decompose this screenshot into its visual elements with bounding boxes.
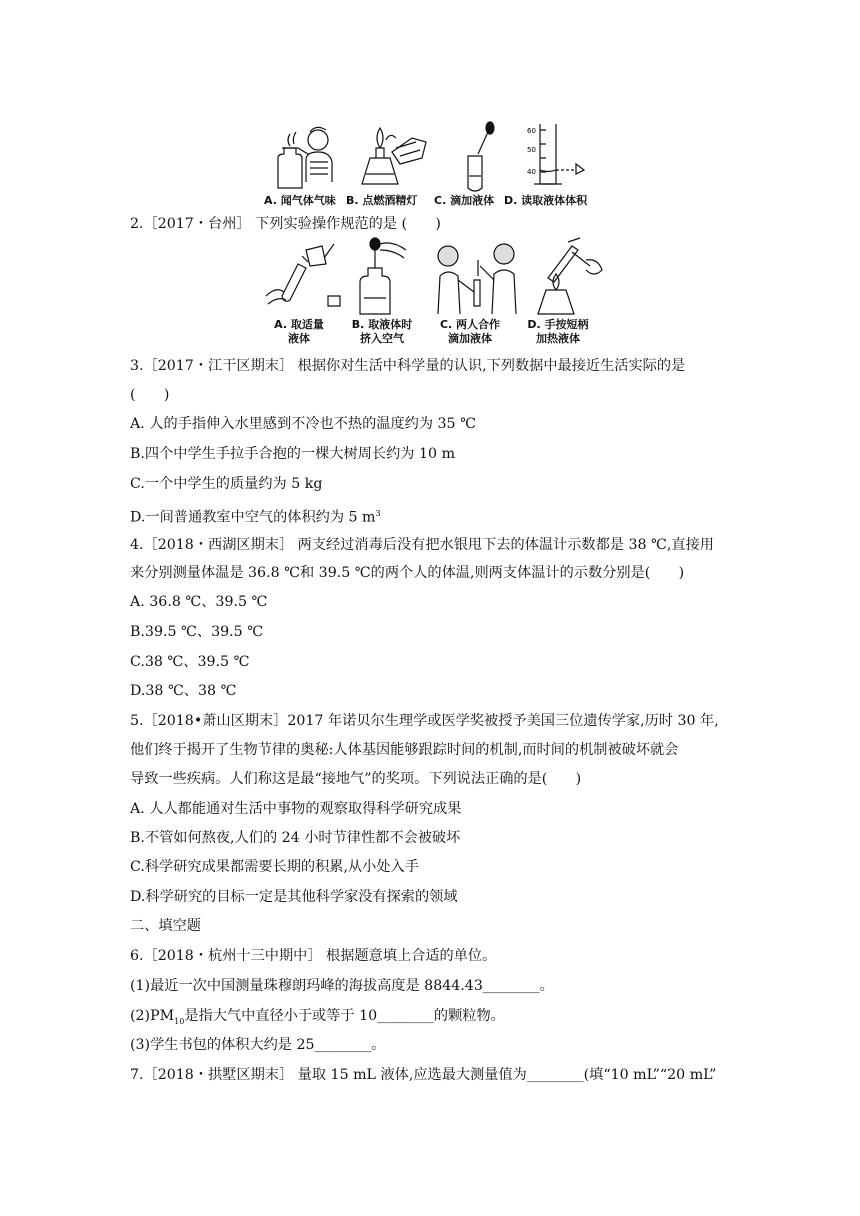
cylinder-reading-illustration (522, 118, 602, 190)
question-5-stem-line-3: 导致一些疾病。人们称这是最“接地气”的奖项。下列说法正确的是( ) (130, 771, 582, 787)
question-4-option-a: A. 36.8 ℃、39.5 ℃ (130, 594, 268, 610)
question-3-option-d (130, 504, 381, 528)
question-7: 7.［2018・拱墅区期末］ 量取 15 mL 液体,应选最大测量值为________(填“10 mL”“20 mL” (130, 1067, 717, 1083)
caption-b-line-2: 挤入空气 (360, 332, 404, 345)
pm-label: (2)PM (130, 1008, 175, 1024)
cylinder-tick-50: 50 (527, 146, 536, 154)
question-3-stem-line-1: 3.［2017・江干区期末］ 根据你对生活中科学量的认识,下列数据中最接近生活实际的是 (130, 358, 686, 374)
caption-b-line-1: B. 取液体时 (351, 318, 413, 331)
question-5-option-a: A. 人人都能通对生活中事物的观察取得科学研究成果 (130, 801, 462, 817)
pm-subscript: 10 (174, 1016, 185, 1026)
two-people-illustration (432, 236, 522, 316)
question-6-item-3: (3)学生书包的体积大约是 25________。 (130, 1037, 386, 1053)
dropper-bottle-illustration (346, 236, 426, 316)
figure-1-caption-c: C. 滴加液体 (434, 194, 495, 207)
figure-1-caption-a: A. 闻气体气味 (264, 194, 336, 207)
section-2-title: 二、填空题 (130, 918, 201, 934)
heating-liquid-illustration (528, 236, 608, 316)
caption-d-line-1: D. 手按短柄 (527, 318, 589, 331)
figure-2-caption-c (428, 318, 512, 346)
question-4-option-b: B.39.5 ℃、39.5 ℃ (130, 624, 264, 640)
figure-2-caption-d (516, 318, 600, 346)
question-3-option-b: B.四个中学生手拉手合抱的一棵大树周长约为 10 m (130, 446, 456, 462)
question-4-option-c: C.38 ℃、39.5 ℃ (130, 654, 250, 670)
question-5-option-b: B.不管如何熬夜,人们的 24 小时节律性都不会被破坏 (130, 830, 461, 846)
figure-2-caption-a (262, 318, 336, 346)
question-4-stem-line-2: 来分别测量体温是 36.8 ℃和 39.5 ℃的两个人的体温,则两支体温计的示数分别是( ) (130, 565, 685, 581)
question-6-item-1: (1)最近一次中国测量珠穆朗玛峰的海拔高度是 8844.43________。 (130, 978, 554, 994)
question-3-option-c: C.一个中学生的质量约为 5 kg (130, 476, 323, 492)
take-liquid-illustration (262, 236, 342, 316)
question-2: 2.［2017・台州］ 下列实验操作规范的是 ( ) (130, 216, 441, 232)
caption-c-line-1: C. 两人合作 (439, 318, 501, 331)
figure-1-caption-d: D. 读取液体体积 (504, 194, 588, 207)
question-6-item-2-text: 是指大气中直径小于或等于 10________的颗粒物。 (184, 1008, 505, 1024)
caption-a-line-1: A. 取适量 (274, 318, 324, 331)
question-3-option-a: A. 人的手指伸入水里感到不冷也不热的温度约为 35 ℃ (130, 416, 476, 432)
caption-c-line-2: 滴加液体 (448, 332, 492, 345)
question-6-stem: 6.［2018・杭州十三中期中］ 根据题意填上合适的单位。 (130, 948, 497, 964)
question-3-option-d-text: D.一间普通教室中空气的体积约为 5 m (130, 509, 376, 526)
question-5-option-d: D.科学研究的目标一定是其他科学家没有探索的领域 (130, 889, 458, 905)
question-5-option-c: C.科学研究成果都需要长期的积累,从小处入手 (130, 859, 419, 875)
figure-1-caption-b: B. 点燃酒精灯 (346, 194, 418, 207)
figure-2-illustrations (262, 236, 602, 318)
cylinder-tick-40: 40 (527, 168, 536, 176)
question-5-stem-line-2: 他们终于揭开了生物节律的奥秘:人体基因能够跟踪时间的机制,而时间的机制被破坏就会 (130, 742, 679, 758)
figure-1-illustrations (270, 118, 600, 198)
caption-a-line-2: 液体 (288, 332, 310, 345)
cubic-superscript: 3 (375, 509, 381, 518)
caption-d-line-2: 加热液体 (536, 332, 580, 345)
question-4-option-d: D.38 ℃、38 ℃ (130, 683, 237, 699)
smell-gas-illustration (270, 118, 350, 190)
question-5-stem-line-1: 5.［2018•萧山区期末］2017 年诺贝尔生理学或医学奖被授予美国三位遗传学家,历时 30 年, (130, 713, 719, 729)
question-4-stem-line-1: 4.［2018・西湖区期末］ 两支经过消毒后没有把水银甩下去的体温计示数都是 38 ℃,直接用 (130, 537, 714, 553)
question-3-stem-line-2: ( ) (130, 387, 170, 403)
alcohol-lamp-illustration (356, 118, 436, 190)
question-6-item-2 (130, 1006, 505, 1032)
cylinder-tick-60: 60 (527, 127, 536, 135)
dropper-illustration (448, 118, 498, 190)
figure-2-caption-b (342, 318, 422, 346)
